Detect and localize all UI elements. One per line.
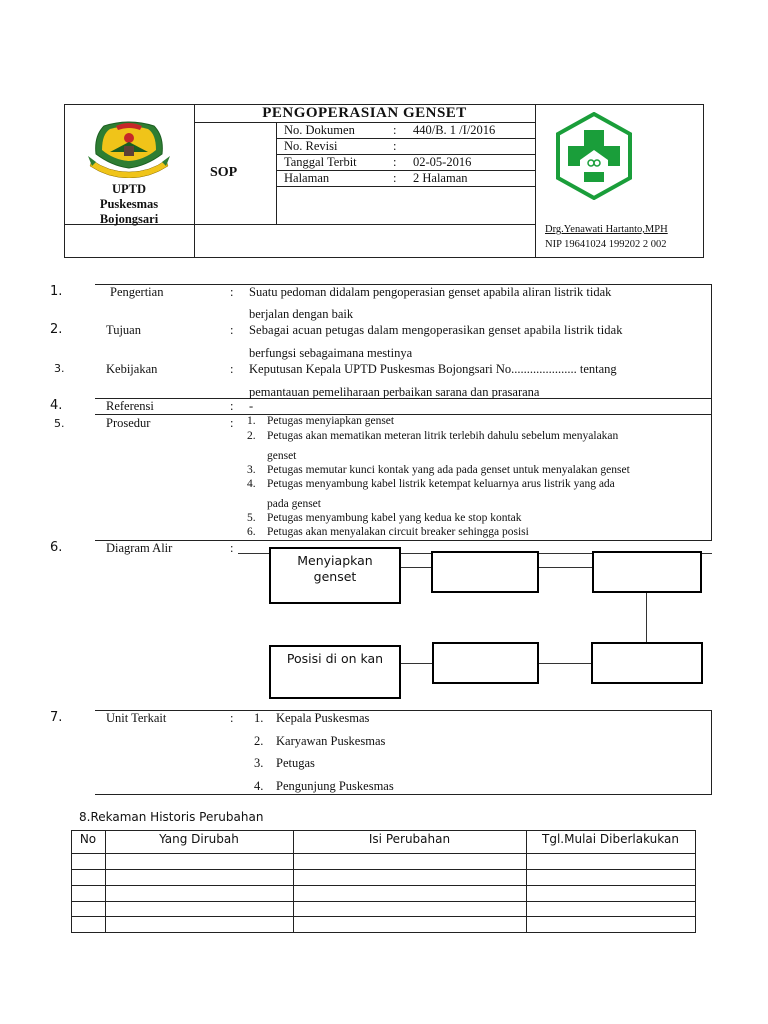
section-label-unit: Unit Terkait [106, 711, 167, 725]
section-label-diagram: Diagram Alir [106, 541, 173, 555]
unit-text-4: Pengunjung Puskesmas [276, 779, 394, 793]
meta-sep-tanggal: : [393, 155, 397, 169]
unit-text-3: Petugas [276, 756, 315, 770]
kebijakan-text-line-2: pemantauan pemeliharaan perbaikan sarana dan prasarana [249, 385, 540, 399]
meta-value-halaman: 2 Halaman [413, 171, 468, 185]
meta-value-dokumen: 440/B. 1 /I/2016 [413, 123, 496, 137]
section-number-7: 7. [50, 710, 63, 725]
section-label-pengertian: Pengertian [110, 285, 164, 299]
meta-sep-revisi: : [393, 139, 397, 153]
unit-number-3: 3. [254, 756, 264, 770]
step-number-6: 6. [247, 526, 256, 538]
meta-sep-halaman: : [393, 171, 397, 185]
section-number-4: 4. [50, 398, 63, 413]
flow-box-step-5 [432, 642, 539, 684]
section-label-prosedur: Prosedur [106, 416, 151, 430]
meta-sep-dokumen: : [393, 123, 397, 137]
section-label-kebijakan: Kebijakan [106, 362, 158, 376]
section-number-5: 5. [54, 417, 65, 430]
section-label-tujuan: Tujuan [106, 323, 141, 337]
sop-label: SOP [210, 165, 238, 180]
pengertian-text-line-2: berjalan dengan baik [249, 307, 354, 321]
section-colon-5: : [230, 416, 234, 430]
meta-label-dokumen: No. Dokumen [284, 123, 355, 137]
step-text-2-line-2: genset [267, 450, 297, 462]
section-label-referensi: Referensi [106, 399, 154, 413]
flow-box-6-label: Posisi di on kan [286, 651, 384, 666]
flow-connector-vertical [646, 592, 647, 644]
meta-label-revisi: No. Revisi [284, 139, 338, 153]
meta-label-halaman: Halaman [284, 171, 330, 185]
signatory-name: Drg.Yenawati Hartanto,MPH [545, 224, 668, 235]
step-text-2-line-1: Petugas akan mematikan meteran litrik terlebih dahulu sebelum menyalakan [267, 430, 619, 442]
history-col-isi-perubahan: Isi Perubahan [368, 832, 451, 846]
step-number-3: 3. [247, 464, 256, 476]
step-number-4: 4. [247, 478, 256, 490]
section-number-1: 1. [50, 284, 63, 299]
flow-box-1-label: Menyiapkan genset [297, 553, 373, 584]
flow-connector-5-6 [400, 663, 434, 664]
section-colon-7: : [230, 711, 234, 725]
section-colon-3: : [230, 362, 234, 376]
step-number-2: 2. [247, 430, 256, 442]
regency-emblem-logo [86, 116, 172, 178]
section-colon-2: : [230, 323, 234, 337]
flow-connector-2-3 [538, 567, 594, 568]
org-name-line-3: Bojongsari [99, 212, 159, 226]
history-col-no: No [79, 832, 97, 846]
flow-box-posisi-on [269, 645, 401, 699]
section-number-2: 2. [50, 322, 63, 337]
unit-number-4: 4. [254, 779, 264, 793]
tujuan-text-line-1: Sebagai acuan petugas dalam mengoperasikan genset apabila listrik tidak [249, 323, 623, 337]
history-col-tgl: Tgl.Mulai Diberlakukan [542, 832, 679, 846]
org-name-line-2: Puskesmas [99, 197, 159, 211]
meta-value-tanggal: 02-05-2016 [413, 155, 472, 169]
signatory-nip: NIP 19641024 199202 2 002 [545, 239, 667, 250]
section-colon-1: : [230, 285, 234, 299]
step-number-5: 5. [247, 512, 256, 524]
history-col-yang-dirubah: Yang Dirubah [159, 832, 239, 846]
unit-number-1: 1. [254, 711, 264, 725]
flow-connector-1-2 [400, 567, 432, 568]
step-text-4-line-2: pada genset [267, 498, 321, 510]
referensi-text: - [249, 399, 254, 413]
tujuan-text-line-2: berfungsi sebagaimana mestinya [249, 346, 413, 360]
flow-box-step-4 [591, 642, 703, 684]
section-colon-4: : [230, 399, 234, 413]
step-text-5: Petugas menyambung kabel yang kedua ke stop kontak [267, 512, 522, 524]
pengertian-text-line-1: Suatu pedoman didalam pengoperasian genset apabila aliran listrik tidak [249, 285, 612, 299]
step-text-1: Petugas menyiapkan genset [267, 415, 395, 427]
puskesmas-logo [550, 112, 638, 200]
flow-connector-4-5 [538, 663, 592, 664]
flow-box-step-3 [592, 551, 702, 593]
org-name-line-1: UPTD [111, 182, 147, 196]
unit-text-1: Kepala Puskesmas [276, 711, 370, 725]
step-text-6: Petugas akan menyalakan circuit breaker sehingga posisi [267, 526, 529, 538]
doc-title: PENGOPERASIAN GENSET [262, 105, 467, 121]
history-title: 8.Rekaman Historis Perubahan [79, 810, 264, 824]
section-number-3: 3. [54, 362, 65, 375]
step-text-3: Petugas memutar kunci kontak yang ada pada genset untuk menyalakan genset [267, 464, 630, 476]
step-number-1: 1. [247, 415, 256, 427]
meta-label-tanggal: Tanggal Terbit [284, 155, 357, 169]
step-text-4-line-1: Petugas menyambung kabel listrik ketempat keluarnya arus listrik yang ada [267, 478, 615, 490]
unit-number-2: 2. [254, 734, 264, 748]
kebijakan-text-line-1: Keputusan Kepala UPTD Puskesmas Bojongsari No..................... tentang [249, 362, 617, 376]
unit-text-2: Karyawan Puskesmas [276, 734, 386, 748]
flow-box-step-2 [431, 551, 539, 593]
section-number-6: 6. [50, 540, 63, 555]
flow-box-menyiapkan-genset [269, 547, 401, 604]
section-colon-6: : [230, 541, 234, 555]
org-name [64, 182, 194, 227]
